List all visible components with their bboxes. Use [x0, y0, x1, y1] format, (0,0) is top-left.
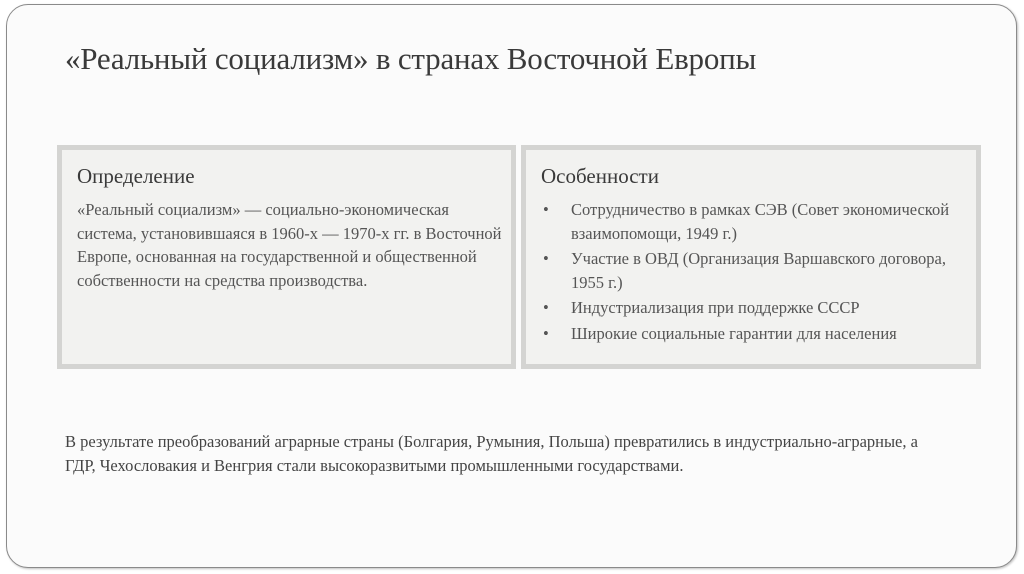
- bullet-icon: •: [543, 323, 549, 343]
- feature-text: Индустриализация при поддержке СССР: [571, 298, 860, 317]
- features-list: [541, 198, 981, 347]
- slide-frame: [6, 4, 1017, 568]
- bullet-icon: •: [543, 249, 549, 268]
- feature-item-warsaw-pact: [541, 247, 981, 294]
- definition-card: [57, 145, 516, 369]
- feature-text: Участие в ОВД (Организация Варшавского договора, 1955 г.): [571, 249, 946, 292]
- feature-item-industrialization: [541, 296, 981, 320]
- features-heading: Особенности: [541, 164, 659, 188]
- slide-title: «Реальный социализм» в странах Восточной Европы: [65, 41, 757, 76]
- feature-text: Широкие социальные гарантии для населения: [571, 323, 897, 343]
- bullet-icon: •: [543, 200, 549, 219]
- definition-heading: Определение: [77, 164, 195, 188]
- feature-item-social-guarantees: [541, 322, 981, 346]
- definition-text: «Реальный социализм» — социально-экономическая система, установившаяся в 1960-х — 1970-х гг. в Восточной Европе, основанная на государственной и общественной собственности на средства производства.: [77, 200, 502, 290]
- features-card: [521, 145, 981, 369]
- bullet-icon: •: [543, 298, 549, 317]
- conclusion-text: В результате преобразований аграрные страны (Болгария, Румыния, Польша) превратились в индустриально-аграрные, а ГДР, Чехословакия и Венгрия стали высокоразвитыми промышленными государствами.: [65, 432, 918, 475]
- feature-item-comecon: [541, 198, 981, 245]
- feature-text: Сотрудничество в рамках СЭВ (Совет экономической взаимопомощи, 1949 г.): [571, 200, 950, 243]
